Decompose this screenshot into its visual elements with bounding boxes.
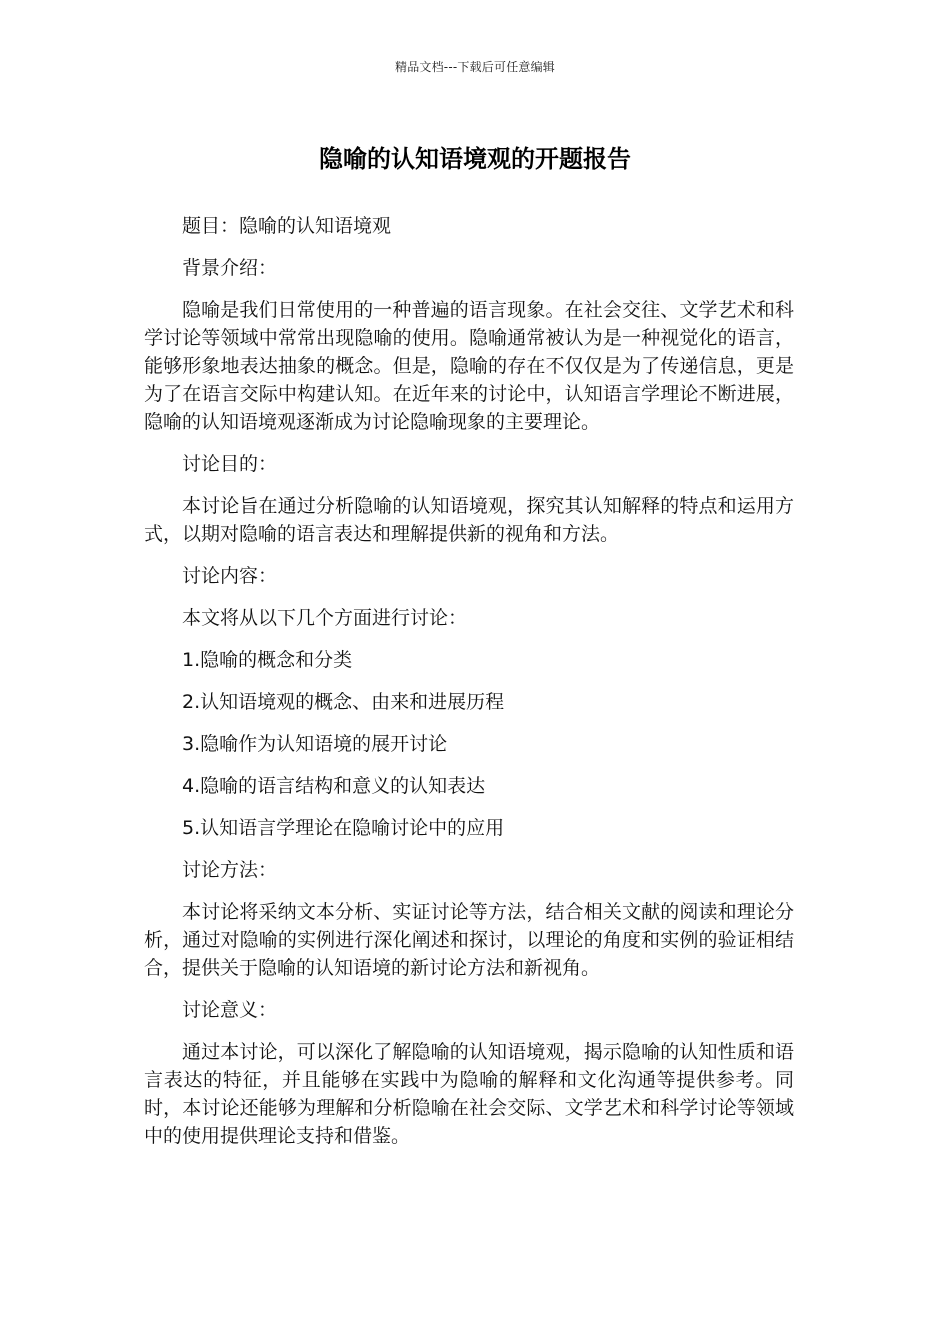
document-body (144, 212, 794, 1164)
significance-label: 讨论意义： (182, 999, 278, 1021)
method-paragraph: 本讨论将采纳文本分析、实证讨论等方法，结合相关文献的阅读和理论分析，通过对隐喻的实例进行深化阐述和探讨，以理论的角度和实例的验证相结合，提供关于隐喻的认知语境的新讨论方法和新视角。 (144, 901, 794, 979)
document-title: 隐喻的认知语境观的开题报告 (319, 145, 631, 173)
content-list-item: 4.隐喻的语言结构和意义的认知表达 (182, 775, 486, 797)
content-list-item: 2.认知语境观的概念、由来和进展历程 (182, 691, 505, 713)
purpose-label: 讨论目的： (182, 453, 278, 475)
content-list-item: 5.认知语言学理论在隐喻讨论中的应用 (182, 817, 505, 839)
significance-paragraph: 通过本讨论，可以深化了解隐喻的认知语境观，揭示隐喻的认知性质和语言表达的特征，并且能够在实践中为隐喻的解释和文化沟通等提供参考。同时，本讨论还能够为理解和分析隐喻在社会交际、文学艺术和科学讨论等领域中的使用提供理论支持和借鉴。 (144, 1041, 794, 1147)
background-paragraph: 隐喻是我们日常使用的一种普遍的语言现象。在社会交往、文学艺术和科学讨论等领域中常常出现隐喻的使用。隐喻通常被认为是一种视觉化的语言，能够形象地表达抽象的概念。但是，隐喻的存在不仅仅是为了传递信息，更是为了在语言交际中构建认知。在近年来的讨论中，认知语言学理论不断进展，隐喻的认知语境观逐渐成为讨论隐喻现象的主要理论。 (144, 299, 794, 433)
content-label: 讨论内容： (182, 565, 278, 587)
content-list-item: 3.隐喻作为认知语境的展开讨论 (182, 733, 448, 755)
content-intro: 本文将从以下几个方面进行讨论： (182, 607, 468, 629)
header-watermark: 精品文档---下载后可任意编辑 (395, 60, 555, 74)
background-label: 背景介绍： (182, 257, 278, 279)
method-label: 讨论方法： (182, 859, 278, 881)
topic-line: 题目：隐喻的认知语境观 (182, 215, 392, 237)
content-list-item: 1.隐喻的概念和分类 (182, 649, 353, 671)
purpose-paragraph: 本讨论旨在通过分析隐喻的认知语境观，探究其认知解释的特点和运用方式，以期对隐喻的语言表达和理解提供新的视角和方法。 (144, 495, 794, 545)
